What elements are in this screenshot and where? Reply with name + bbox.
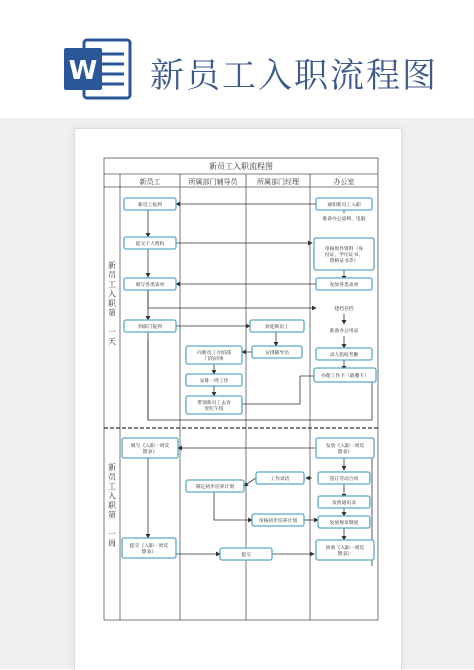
- flow-node-text: 审核原件资料（身: [324, 246, 364, 252]
- flow-node-n17: [314, 368, 376, 382]
- phase2-label-char: 第: [108, 510, 116, 520]
- flow-node-text: 发放规章制度: [329, 520, 359, 526]
- flow-node-text: 带领新员工去食: [197, 400, 231, 406]
- phase1-label-char: 入: [108, 289, 116, 299]
- phase1-label-char: 天: [108, 337, 116, 346]
- flow-node-n7: [186, 396, 242, 414]
- flow-node-text: 份证、学历证书、: [324, 252, 364, 258]
- flow-node-n25: [318, 516, 370, 528]
- flow-node-text: 回收《入职一周反: [325, 545, 365, 551]
- banner-title: 新员工入职流程图: [150, 56, 438, 96]
- flow-node-text: 馈表》: [337, 449, 353, 455]
- flow-node-text: 新员工报到: [138, 202, 162, 208]
- column-header-mentor: 所属部门辅导员: [188, 178, 238, 186]
- flow-node-text: 准备办公桌椅、电脑: [322, 216, 366, 222]
- flow-node-text: 签订劳动合同: [329, 476, 359, 482]
- flow-node-text: 馈表》: [337, 551, 353, 557]
- phase2-label-char: 入: [108, 491, 116, 501]
- flow-node-text: 向新员工介绍部: [197, 350, 231, 356]
- flow-node-n4: [124, 320, 176, 332]
- flow-node-n15: [316, 324, 372, 336]
- flow-node-n21: [318, 472, 370, 484]
- flow-node-n3: [124, 278, 176, 290]
- flow-node-text: 准备办公用品: [329, 328, 359, 334]
- phase2-label-char: 周: [108, 539, 116, 548]
- flow-node-n14: [316, 302, 372, 314]
- flow-node-text: 门的同事: [204, 356, 224, 362]
- flow-node-n27: [220, 548, 272, 560]
- phase1-label-char: 员: [108, 270, 116, 280]
- flow-node-n26: [122, 538, 176, 558]
- flow-node-text: 发放《入职一周反: [325, 443, 365, 449]
- column-header-manager: 所属部门经理: [257, 178, 299, 186]
- flow-node-n28: [316, 540, 374, 560]
- flow-node-text: 资格证书等）: [329, 258, 359, 264]
- phase2-label-char: 员: [108, 472, 116, 482]
- flow-node-text: 发放各类表单: [329, 282, 359, 288]
- flow-node-n23: [186, 480, 244, 492]
- phase1-label-char: 一: [108, 327, 116, 337]
- flow-node-text: 馈表》: [142, 449, 158, 455]
- flow-node-n22: [318, 496, 370, 508]
- flow-node-text: 录入指纹考勤: [329, 352, 359, 358]
- flow-node-text: 工作谈话: [270, 476, 290, 482]
- flow-node-text: 办理工作卡（就餐卡）: [321, 373, 369, 379]
- flow-node-n20: [256, 472, 304, 484]
- flow-node-n19: [316, 438, 374, 458]
- flow-node-n9: [252, 346, 302, 358]
- flow-node-n24: [252, 514, 304, 526]
- flow-node-text: 填写《入职一周反: [130, 443, 170, 449]
- flow-node-text: 通知新员工入职: [327, 202, 361, 208]
- phase1-label-char: 新: [108, 261, 116, 270]
- flow-node-text: 欢迎新员工: [265, 324, 289, 330]
- phase2-label-char: 一: [108, 529, 116, 539]
- flow-node-text: 提交个人资料: [135, 241, 165, 247]
- logo-letter: W: [68, 56, 98, 86]
- flow-node-text: 堂吃午饭: [204, 406, 224, 412]
- flow-node-text: 安排一周工作: [199, 378, 229, 384]
- flow-node-text: 审核初步培养计划: [258, 518, 298, 524]
- column-header-new-employee: 新员工: [139, 178, 161, 186]
- flow-node-text: 提交《入职一周反: [129, 543, 169, 549]
- flow-node-text: 提交: [241, 552, 251, 558]
- phase1-label-char: 工: [108, 280, 116, 289]
- phase2-label-char: 新: [108, 463, 116, 472]
- diagram-title: 新员工入职流程图: [209, 162, 273, 171]
- flow-node-n13: [316, 278, 372, 290]
- flow-node-text: 到部门报到: [138, 324, 162, 330]
- phase1-label-char: 第: [108, 308, 116, 318]
- flow-node-n2: [124, 237, 176, 249]
- flow-node-n1: [124, 198, 176, 210]
- phase2-label-char: 职: [108, 501, 116, 510]
- phase-label-first-week: [108, 462, 117, 548]
- flow-node-n8: [250, 320, 304, 332]
- flow-node-n10: [316, 198, 372, 210]
- flow-node-text: 填写各类表单: [135, 282, 165, 288]
- column-header-office: 办公室: [333, 178, 355, 186]
- flow-node-n5: [186, 346, 242, 364]
- phase-label-first-day: [108, 260, 117, 346]
- flow-node-text: 建档存档: [334, 306, 354, 312]
- flow-node-text: 安排辅导员: [265, 350, 289, 356]
- flow-node-n11: [314, 213, 374, 223]
- flow-node-n6: [186, 374, 242, 386]
- flow-node-n16: [316, 348, 372, 360]
- flow-node-text: 制定初步培养计划: [195, 484, 235, 490]
- phase2-label-char: 工: [108, 482, 116, 491]
- flow-node-n12: [314, 238, 374, 270]
- flow-node-text: 发放通讯录: [332, 500, 356, 506]
- phase1-label-char: 职: [108, 299, 116, 308]
- flow-node-n18: [122, 438, 178, 458]
- flow-node-text: 馈表》: [141, 549, 157, 555]
